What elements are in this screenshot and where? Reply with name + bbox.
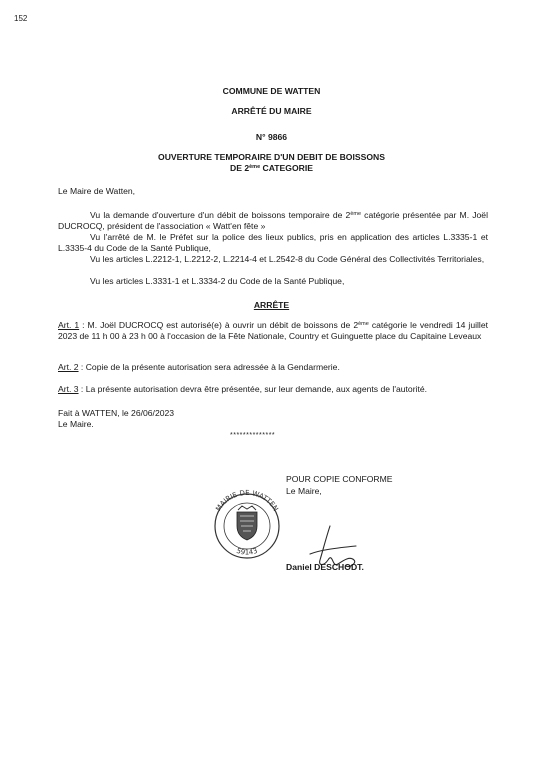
page-number: 152 (14, 14, 28, 23)
salutation: Le Maire de Watten, (58, 186, 136, 196)
copie-le-maire: Le Maire, (286, 486, 322, 496)
signatory-name: Daniel DESCHODT. (286, 562, 364, 572)
commune-title: COMMUNE DE WATTEN (222, 86, 321, 96)
article-2: Art. 2 : Copie de la présente autorisation sera adressée à la Gendarmerie. (58, 362, 340, 372)
vu-arrete-prefet: Vu l'arrêté de M. le Préfet sur la police des lieux publics, pris en application des articles L.3335-1 et L.3335-4 du Code de la Santé Publique, (58, 232, 488, 253)
vu-cgct: Vu les articles L.2212-1, L.2212-2, L.2214-4 et L.2542-8 du Code Général des Collectivités Territoriales, (90, 254, 485, 264)
article-1-label: Art. 1 (58, 320, 80, 330)
arrete-number: N° 9866 (255, 132, 288, 142)
vu-demande: Vu la demande d'ouverture d'un débit de boissons temporaire de 2ème catégorie présentée par M. Joël DUCROCQ, président de l'association « Watt'en fête » (58, 210, 489, 231)
object-line-2: DE 2ème CATEGORIE (230, 163, 313, 173)
article-3-label: Art. 3 (58, 384, 79, 394)
mairie-stamp (206, 488, 288, 560)
article-1: Art. 1 : M. Joël DUCROCQ est autorisé(e) à ouvrir un débit de boissons de 2ème catégorie le vendredi 14 juillet 2023 de 11 h 00 à 23 h 00 à l'occasion de la Fête Nationale, Country et Guinguette place du Capitaine Leveaux (58, 320, 488, 341)
vu-sante-publique: Vu les articles L.3331-1 et L.3334-2 du Code de la Santé Publique, (90, 276, 345, 286)
stamp-bottom-text: 59143 (235, 546, 259, 557)
arrete-heading: ARRÊTE (253, 300, 290, 310)
object-line-1: OUVERTURE TEMPORAIRE D'UN DEBIT DE BOISSONS (158, 152, 385, 162)
article-2-label: Art. 2 (58, 362, 79, 372)
fait-a: Fait à WATTEN, le 26/06/2023 (58, 408, 175, 418)
separator-stars: ************** (230, 432, 276, 439)
article-3: Art. 3 : La présente autorisation devra être présentée, sur leur demande, aux agents de l'autorité. (58, 384, 428, 394)
stamp-top-text: MAIRIE DE WATTEN (214, 488, 280, 513)
coat-of-arms-icon (237, 506, 257, 540)
le-maire-label: Le Maire. (58, 419, 94, 429)
copie-conforme: POUR COPIE CONFORME (286, 474, 393, 484)
arrete-du-maire-title: ARRÊTÉ DU MAIRE (231, 106, 312, 116)
